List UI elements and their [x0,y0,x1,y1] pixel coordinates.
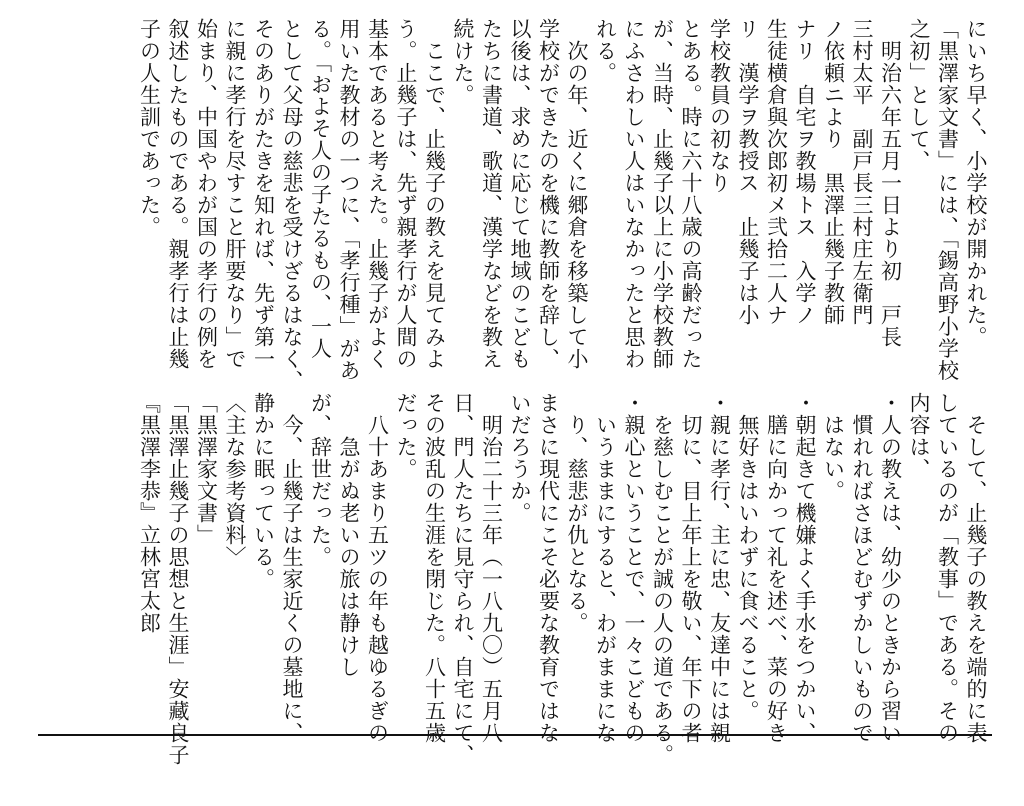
text-line: その波乱の生涯を閉じた。八十五歳 [422,392,447,744]
list-item: り、慈悲が仇となる。 [565,392,589,634]
text-line: 静かに眠っている。 [251,392,276,590]
text-line: る。「およそ人の子たるもの、一人 [308,18,333,360]
text-line: 学校ができたのを機に教師を辞し、 [536,18,561,370]
text-line: として父母の慈悲を受けざるはなく、 [280,18,304,392]
text-line: 子の人生訓であった。 [137,18,162,238]
list-item: ・親に孝行、主に忠、友達中には親 [707,392,732,744]
list-item: ・朝起きて機嫌よく手水をつかい、 [793,392,817,744]
text-line: 今、止幾子は生家近くの墓地に、 [280,392,304,744]
text-line: 学校教員の初なり [707,18,732,194]
text-line: まさに現代にこそ必要な教育ではな [536,392,561,744]
text-line: 内容は、 [907,392,931,480]
text-line: にふさわしい人はいなかったと思わ [622,18,646,370]
reference-item: 「黒澤止幾子の思想と生涯」安藏良子 [166,392,190,766]
text-line: ナリ 自宅ヲ教場トス 入学ノ [793,18,817,326]
text-line: 三村太平 副戸長三村庄左衛門 [850,18,874,326]
text-line: 基本であると考えた。止幾子がよく [365,18,390,370]
text-line: 叙述したものである。親孝行は止幾 [166,18,190,370]
list-item: 無好きはいわずに食べること。 [736,392,760,722]
poem-line: 八十あまり五ツの年も越ゆるぎの [365,392,390,744]
list-item: 切に、目上年上を敬い、年下の者 [679,392,703,744]
text-line: リ 漢学ヲ教授ス 止幾子は小 [736,18,760,326]
text-line: に親に孝行を尽すこと肝要なり」で [223,18,247,370]
text-line: 「黒澤家文書」には、「錫高野小学校 [935,18,960,382]
list-item: ・親心ということで、一々こどもの [622,392,646,744]
text-line: にいち早く、小学校が開かれた。 [964,18,988,348]
text-line: 始まり、中国やわが国の孝行の例を [194,18,219,370]
references-heading: 〈主な参考資料〉 [223,392,247,568]
text-line: そして、止幾子の教えを端的に表 [964,392,988,744]
text-line: 明治二十三年（一八九〇）五月八 [479,392,504,744]
text-line: う。止幾子は、先ず親孝行が人間の [394,18,418,370]
text-line: が、当時、止幾子以上に小学校教師 [650,18,675,370]
text-line: だった。 [394,392,418,480]
lower-text-block [135,392,990,766]
list-item: 膳に向かって礼を述べ、菜の好き [764,392,789,744]
text-line: 之初」として、 [907,18,931,172]
upper-text-block [135,18,990,392]
list-item: を慈しむことが誠の人の道である。 [650,392,675,766]
text-line: 日、門人たちに見守られ、自宅にて、 [451,392,475,766]
text-line: 次の年、近くに郷倉を移築して小 [565,18,589,370]
reference-item: 『黒澤李恭』立林宮太郎 [137,392,162,634]
bottom-divider [38,734,992,736]
list-item: 慣れればさほどむずかしいもので [850,392,874,744]
text-line: いだろうか。 [508,392,532,524]
reference-item: 「黒澤家文書」 [194,392,219,546]
list-item: はない。 [821,392,846,502]
text-line: しているのが「教事」である。その [935,392,960,744]
text-line: たちに書道、歌道、漢学などを教え [479,18,504,370]
text-line: そのありがたきを知れば、先ず第一 [251,18,276,370]
list-item: ・人の教えは、幼少のときから習い [878,392,903,744]
text-line: 続けた。 [451,18,475,106]
text-line: が、辞世だった。 [308,392,333,568]
text-line: 明治六年五月一日より初 戸長 [878,18,903,348]
text-line: ノ依頼ニより 黒澤止幾子教師 [821,18,846,326]
text-line: ここで、止幾子の教えを見てみよ [422,18,447,370]
text-line: 以後は、求めに応じて地域のこども [508,18,532,370]
text-line: 生徒横倉與次郎初メ弐拾二人ナ [764,18,789,326]
poem-line: 急がぬ老いの旅は静けし [337,392,361,678]
list-item: いうままにすると、わがままにな [593,392,618,744]
text-line: とある。時に六十八歳の高齢だった [679,18,703,370]
text-line: れる。 [593,18,618,84]
text-line: 用いた教材の一つに、「孝行種」があ [337,18,361,382]
